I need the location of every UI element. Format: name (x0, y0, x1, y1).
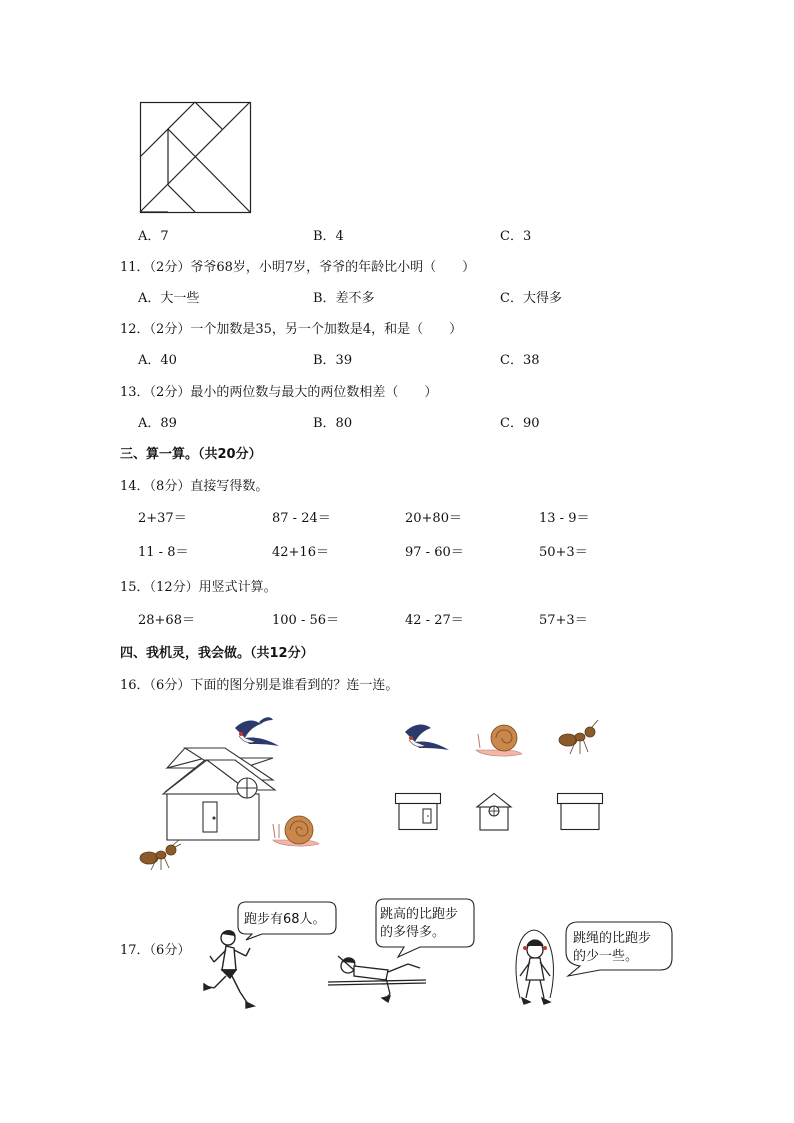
q14-item: 87 - 24＝ (272, 511, 331, 526)
snail-icon (476, 720, 524, 760)
q15-item: 57+3＝ (539, 613, 588, 628)
bubble-2-text-line2: 的多得多。 (380, 925, 446, 940)
house-icon (163, 748, 275, 840)
q11-stem: 11．（2分）爷爷68岁，小明7岁，爷爷的年龄比小明（ ） (120, 260, 476, 275)
bubble-3-text-line1: 跳绳的比跑步 (573, 931, 652, 946)
q14-item: 2+37＝ (138, 511, 187, 526)
q14-item: 42+16＝ (272, 545, 329, 560)
section3-heading: 三、算一算。（共20分） (120, 447, 262, 462)
q14-item: 20+80＝ (405, 511, 462, 526)
q12-option-b[interactable]: B．39 (313, 353, 353, 368)
view-back (557, 793, 603, 831)
q15-item: 28+68＝ (138, 613, 195, 628)
q14-item: 50+3＝ (539, 545, 588, 560)
q10-option-a[interactable]: A．7 (138, 229, 169, 244)
q14-item: 13 - 9＝ (539, 511, 590, 526)
bubble-3-text-line2: 的少一些。 (573, 949, 639, 964)
snail-icon (273, 816, 319, 846)
q12-stem: 12．（2分）一个加数是35，另一个加数是4，和是（ ） (120, 322, 463, 337)
q14-stem: 14．（8分）直接写得数。 (120, 479, 269, 494)
q11-option-c[interactable]: C．大得多 (500, 291, 562, 306)
swallow-icon (235, 717, 279, 746)
q15-item: 42 - 27＝ (405, 613, 464, 628)
view-side-window (476, 793, 512, 831)
q13-option-b[interactable]: B．80 (313, 416, 353, 431)
q17-stem: 17．（6分） (120, 943, 191, 958)
q11-option-a[interactable]: A．大一些 (138, 291, 200, 306)
view-front-door (395, 793, 441, 831)
swallow-icon (405, 722, 451, 756)
q13-option-a[interactable]: A．89 (138, 416, 177, 431)
q11-option-b[interactable]: B．差不多 (313, 291, 375, 306)
q14-item: 11 - 8＝ (138, 545, 189, 560)
q10-option-b[interactable]: B．4 (313, 229, 344, 244)
bubble-1-text: 跑步有68人。 (244, 912, 326, 927)
q15-stem: 15．（12分）用竖式计算。 (120, 580, 277, 595)
q15-item: 100 - 56＝ (272, 613, 340, 628)
q13-stem: 13．（2分）最小的两位数与最大的两位数相差（ ） (120, 385, 438, 400)
high-jumper-figure (328, 950, 428, 1002)
house-scene (135, 710, 325, 880)
bubble-2-text-line1: 跳高的比跑步 (380, 907, 459, 922)
q14-item: 97 - 60＝ (405, 545, 464, 560)
q16-stem: 16．（6分）下面的图分别是谁看到的？连一连。 (120, 678, 399, 693)
tangram-figure (140, 102, 251, 213)
q13-option-c[interactable]: C．90 (500, 416, 540, 431)
q12-option-a[interactable]: A．40 (138, 353, 177, 368)
q10-option-c[interactable]: C．3 (500, 229, 532, 244)
q12-option-c[interactable]: C．38 (500, 353, 540, 368)
ant-icon (140, 840, 181, 870)
section4-heading: 四、我机灵，我会做。（共12分） (120, 646, 314, 661)
rope-skipper-figure (510, 926, 560, 1012)
ant-icon (558, 718, 604, 764)
